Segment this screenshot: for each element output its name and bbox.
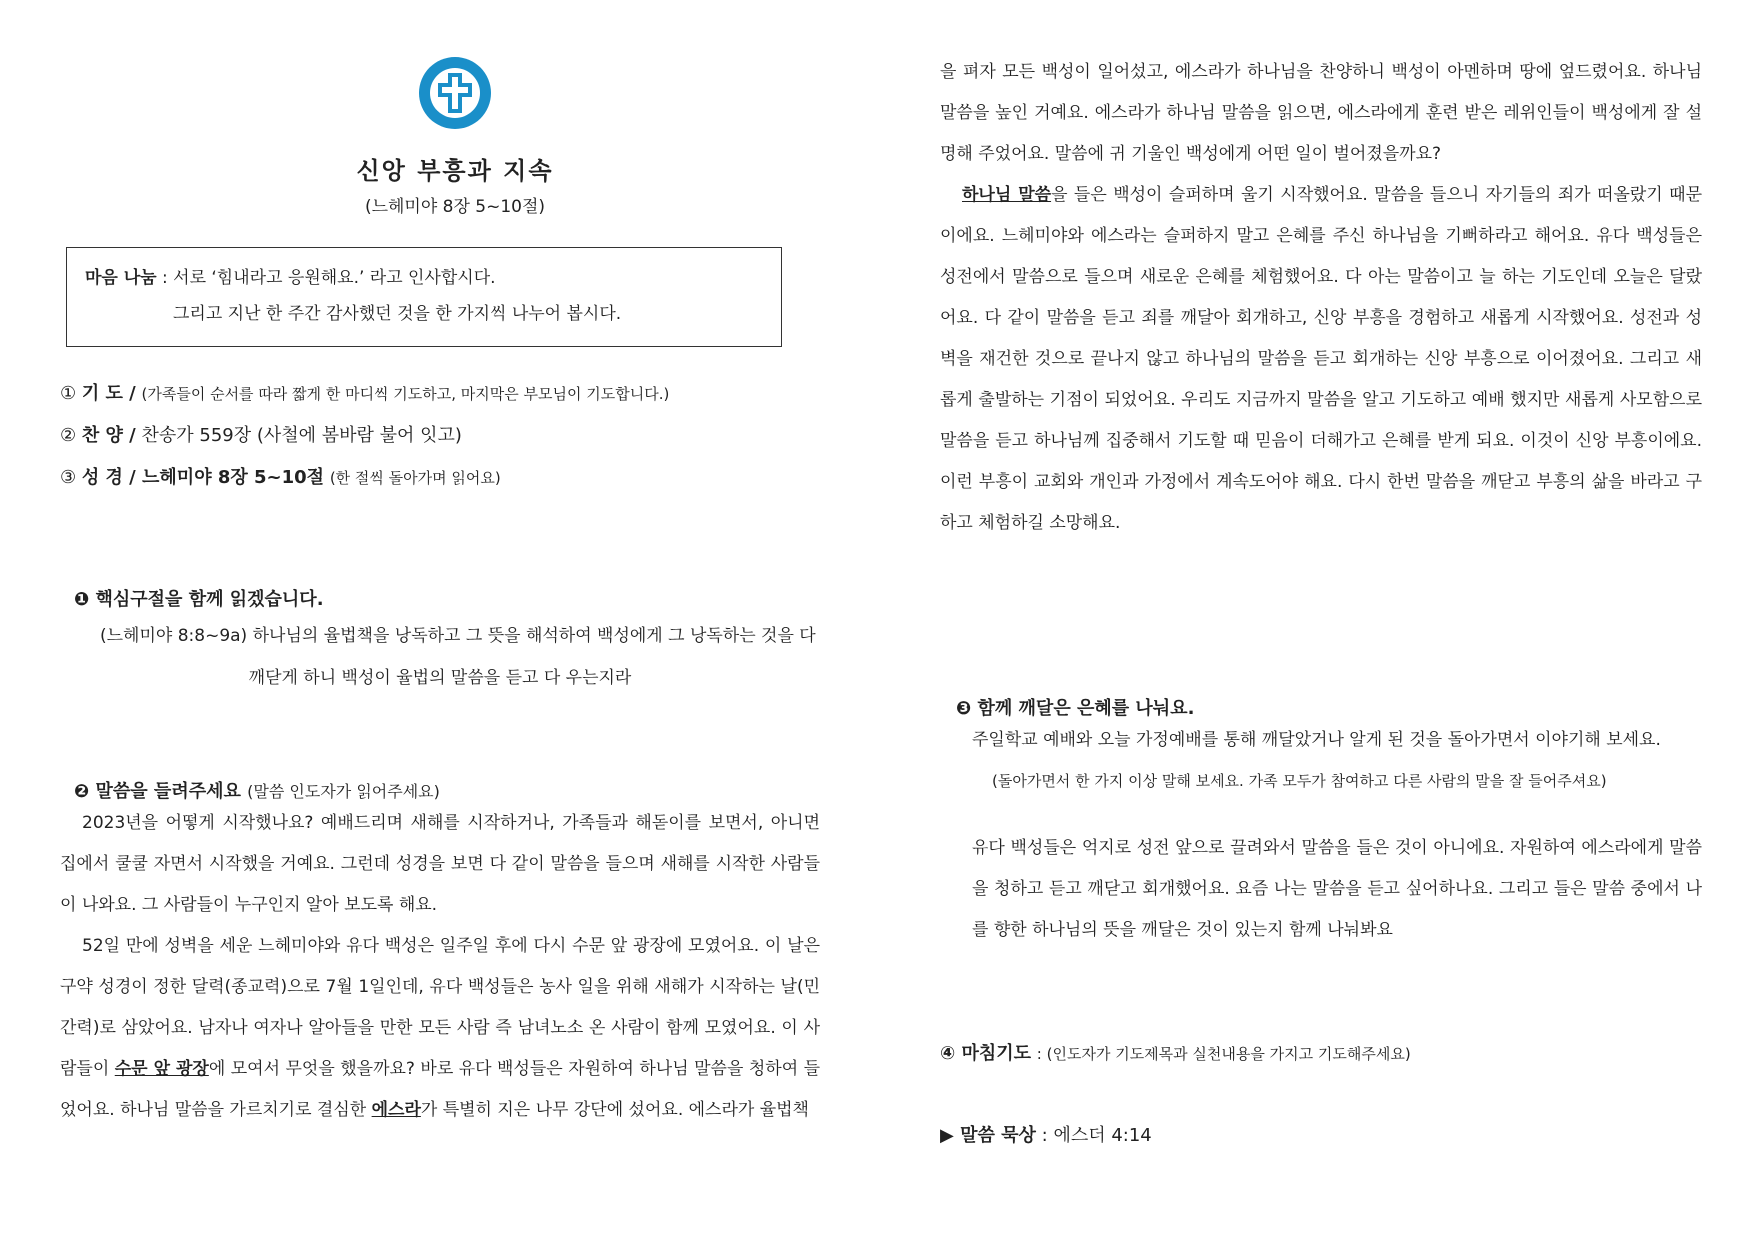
page-subtitle: (느헤미야 8장 5~10절): [364, 197, 546, 217]
section3-heading: ❸ 함께 깨달은 은혜를 나눠요.: [956, 698, 1195, 719]
key-verse-line2: 깨닫게 하니 백성이 율법의 말씀을 듣고 다 우는지라: [248, 668, 632, 688]
order-text: 찬송가 559장 (사철에 봄바람 불어 잇고): [141, 425, 462, 446]
key-verse: [60, 615, 820, 699]
meditation-text: : 에스더 4:14: [1041, 1125, 1152, 1146]
section2-title: ❷ 말씀을 들려주세요: [74, 781, 241, 802]
order-key: 찬 양 /: [81, 425, 136, 446]
question-1: [940, 720, 1702, 802]
meditation-key: ▶ 말씀 묵상: [940, 1125, 1036, 1146]
closing-prayer-note: : (인도자가 기도제목과 실천내용을 가지고 기도해주세요): [1036, 1045, 1411, 1063]
underlined-water-gate-square: 수문 앞 광장: [114, 1059, 209, 1079]
heart-sharing-text1: 서로 ‘힘내라고 응원해요.’ 라고 인사합시다.: [173, 268, 496, 288]
order-num: ①: [60, 383, 77, 404]
page-title: 신앙 부흥과 지속: [356, 157, 554, 185]
order-item-scripture: [60, 457, 820, 499]
key-verse-line1: (느헤미야 8:8~9a) 하나님의 율법책을 낭독하고 그 뜻을 해석하여 백성에게 그 낭독하는 것을 다: [100, 626, 816, 646]
order-key: 성 경 / 느헤미야 8장 5~10절: [81, 467, 325, 488]
logo-wrap: [90, 55, 820, 131]
heart-sharing-box: [66, 247, 782, 347]
word-meditation: [940, 1121, 1702, 1147]
section1-heading: ❶ 핵심구절을 함께 읽겠습니다.: [74, 589, 324, 610]
sermon-paragraph-4: 하나님 말씀을 들은 백성이 슬퍼하며 울기 시작했어요. 말씀을 들으니 자기들의 죄가 떠올랐기 때문이에요. 느헤미야와 에스라는 슬퍼하지 말고 은혜를 주신 하나님을 기뻐하라고 해어요. 유다 백성들은 성전에서 말씀으로 들으며 새로운 은혜를 체험했어요. 다 아는 말씀이고 늘 하는 기도인데 오늘은 달랐어요. 다 같이 말씀을 듣고 죄를 깨달아 회개하고, 신앙 부흥을 경험하고 새롭게 시작했어요. 성전과 성벽을 재건한 것으로 끝나지 않고 하나님의 말씀을 듣고 회개하는 신앙 부흥으로 이어졌어요. 그리고 새롭게 출발하는 기점이 되었어요. 우리도 지금까지 말씀을 알고 기도하고 예배 했지만 새롭게 사모함으로 말씀을 듣고 하나님께 집중해서 기도할 때 믿음이 더해가고 은혜를 받게 되요. 이것이 신앙 부흥이에요. 이런 부흥이 교회와 개인과 가정에서 계속도어야 해요. 다시 한번 말씀을 깨닫고 부흥의 삶을 바라고 구하고 체험하길 소망해요.: [940, 185, 1702, 533]
order-item-hymn: [60, 415, 820, 457]
question-2: 유다 백성들은 억지로 성전 앞으로 끌려와서 말씀을 들은 것이 아니에요. 자원하여 에스라에게 말씀을 청하고 듣고 깨닫고 회개했어요. 요즘 나는 말씀을 듣고 싶어하나요. 그리고 들은 말씀 중에서 나를 향한 하나님의 뜻을 깨달은 것이 있는지 함께 나눠봐요: [972, 838, 1702, 940]
underlined-ezra: 에스라: [371, 1100, 421, 1120]
sermon-paragraph-3: 을 펴자 모든 백성이 일어섰고, 에스라가 하나님을 찬양하니 백성이 아멘하며 땅에 엎드렸어요. 하나님 말씀을 높인 거예요. 에스라가 하나님 말씀을 읽으면, 에스라에게 훈련 받은 레위인들이 백성에게 잘 설명해 주었어요. 말씀에 귀 기울인 백성에게 어떤 일이 벌어졌을까요?: [940, 62, 1702, 164]
heart-sharing-line2: 그리고 지난 한 주간 감사했던 것을 한 가지씩 나누어 봅시다.: [173, 304, 622, 324]
sermon-paragraph-1: 2023년을 어떻게 시작했나요? 예배드리며 새해를 시작하거나, 가족들과 해돋이를 보면서, 아니면 집에서 쿨쿨 자면서 시작했을 거예요. 그런데 성경을 보면 다 같이 말씀을 들으며 새해를 시작한 사람들이 나와요. 그 사람들이 누구인지 알아 보도록 해요.: [60, 813, 820, 915]
underlined-word-of-god: 하나님 말씀: [962, 185, 1052, 205]
section2-note: (말씀 인도자가 읽어주세요): [247, 782, 440, 801]
order-note: (한 절씩 돌아가며 읽어요): [329, 469, 501, 487]
heart-sharing-line1: 마음 나눔 : 서로 ‘힘내라고 응원해요.’ 라고 인사합시다.: [85, 268, 496, 288]
left-column: [60, 55, 820, 1131]
closing-prayer: [940, 1039, 1702, 1065]
worship-order: [60, 373, 820, 499]
section2-heading: [60, 777, 820, 803]
right-column: [940, 52, 1702, 1147]
order-item-prayer: [60, 373, 820, 415]
order-num: ③: [60, 467, 77, 488]
sermon-paragraph-2: 52일 만에 성벽을 세운 느헤미야와 유다 백성은 일주일 후에 다시 수문 앞 광장에 모였어요. 이 날은 구약 성경이 정한 달력(종교력)으로 7월 1일인데, 유다 백성들은 농사 일을 위해 새해가 시작하는 날(민간력)로 삼았어요. 남자나 여자나 알아들을 만한 모든 사람 즉 남녀노소 온 사람이 함께 모였어요. 이 사람들이 수문 앞 광장에 모여서 무엇을 했을까요? 바로 유다 백성들은 자원하여 하나님 말씀을 청하여 들었어요. 하나님 말씀을 가르치기로 결심한 에스라가 특별히 지은 나무 강단에 섰어요. 에스라가 율법책: [60, 936, 821, 1120]
question-1-sub: (돌아가면서 한 가지 이상 말해 보세요. 가족 모두가 참여하고 다른 사람의 말을 잘 들어주셔요): [992, 772, 1607, 790]
closing-prayer-key: ④ 마침기도: [940, 1043, 1032, 1064]
order-num: ②: [60, 425, 77, 446]
church-logo-icon: [417, 55, 493, 131]
question-1-text: 주일학교 예배와 오늘 가정예배를 통해 깨달았거나 알게 된 것을 돌아가면서 이야기해 보세요.: [972, 730, 1661, 750]
heart-sharing-label: 마음 나눔: [85, 268, 157, 288]
order-note: (가족들이 순서를 따라 짧게 한 마디씩 기도하고, 마지막은 부모님이 기도합니다.): [141, 385, 670, 403]
order-key: 기 도 /: [81, 383, 136, 404]
